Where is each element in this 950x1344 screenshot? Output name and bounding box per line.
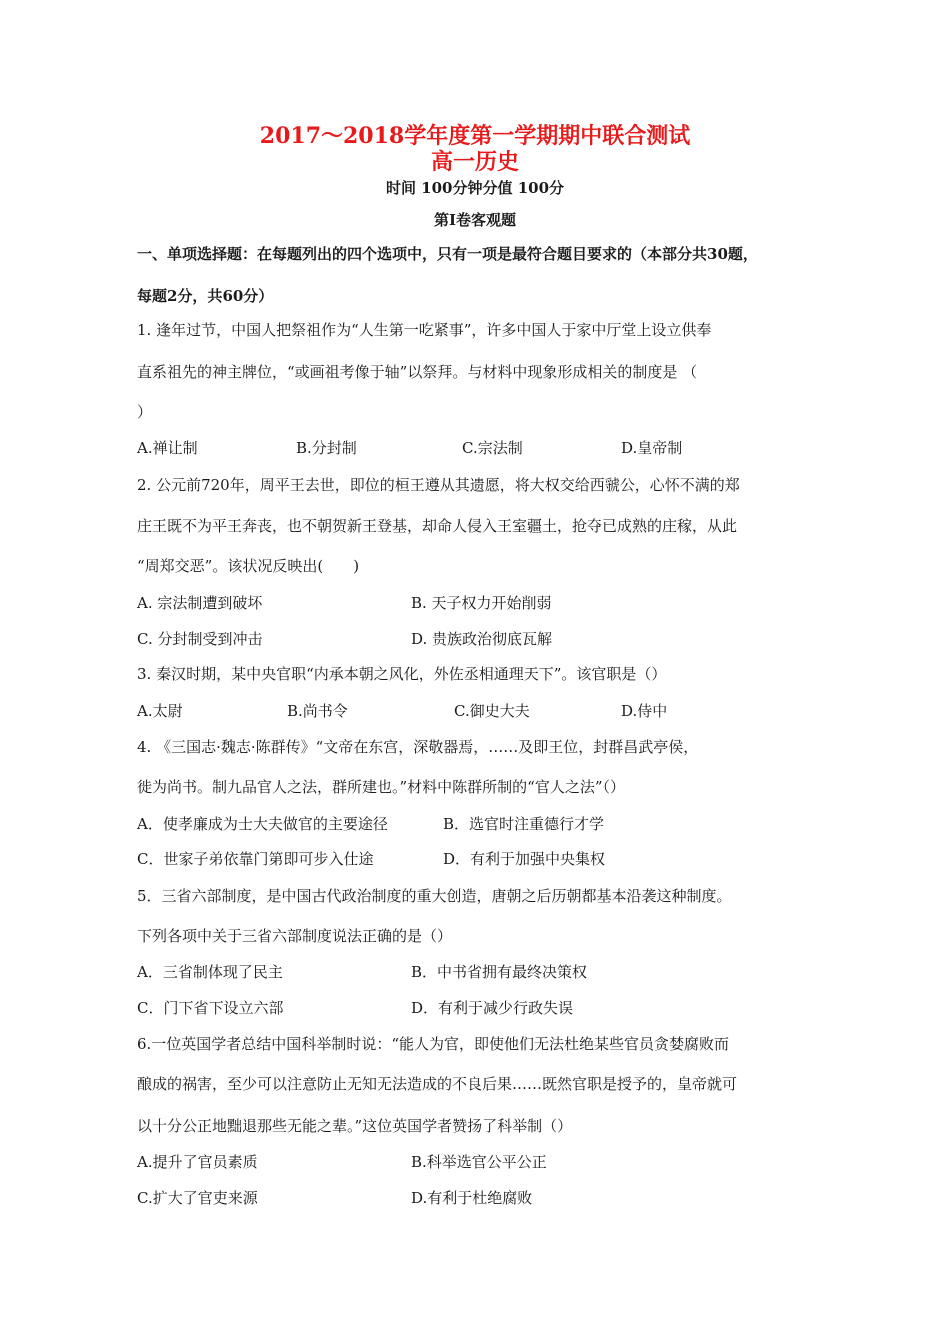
question-5-option-b: B．中书省拥有最终决策权: [411, 963, 588, 981]
question-4-option-c: C．世家子弟依靠门第即可步入仕途: [137, 850, 374, 868]
question-3-option-a: A.太尉: [137, 702, 183, 720]
question-2-option-d: D. 贵族政治彻底瓦解: [411, 630, 553, 648]
question-5-line-1: 5．三省六部制度，是中国古代政治制度的重大创造，唐朝之后历朝都基本沿袭这种制度。: [137, 887, 732, 905]
question-2-option-b: B. 天子权力开始削弱: [411, 594, 552, 612]
question-1-line-2: 直系祖先的神主牌位，“或画祖考像于轴”以祭拜。与材料中现象形成相关的制度是 （: [137, 363, 698, 381]
question-1-option-d: D.皇帝制: [621, 439, 683, 457]
question-3-option-b: B.尚书令: [287, 702, 348, 720]
instructions-line-1: 一、单项选择题：在每题列出的四个选项中，只有一项是最符合题目要求的（本部分共30题，: [137, 245, 758, 263]
question-2-option-c: C. 分封制受到冲击: [137, 630, 263, 648]
exam-title: 2017～2018学年度第一学期期中联合测试: [259, 123, 691, 149]
question-6-option-a: A.提升了官员素质: [137, 1153, 258, 1171]
question-1-option-c: C.宗法制: [462, 439, 523, 457]
question-1-line-1: 1. 逢年过节，中国人把祭祖作为“人生第一吃紧事”，许多中国人于家中厅堂上设立供奉: [137, 321, 712, 339]
question-1-line-3: ）: [137, 403, 153, 421]
instructions-line-2: 每题2分，共60分）: [137, 287, 274, 305]
question-6-line-3: 以十分公正地黜退那些无能之辈。”这位英国学者赞扬了科举制（）: [137, 1117, 573, 1135]
question-6-option-c: C.扩大了官吏来源: [137, 1189, 258, 1207]
question-4-option-a: A．使孝廉成为士大夫做官的主要途径: [137, 815, 388, 833]
section-heading: 第Ⅰ卷客观题: [433, 211, 517, 229]
question-3-option-d: D.侍中: [621, 702, 668, 720]
question-2-line-1: 2. 公元前720年，周平王去世，即位的桓王遵从其遗愿，将大权交给西虢公，心怀不满的郑: [137, 476, 740, 494]
question-1-option-a: A.禅让制: [137, 439, 198, 457]
question-6-option-d: D.有利于杜绝腐败: [411, 1189, 533, 1207]
subject-title: 高一历史: [430, 149, 519, 175]
question-2-option-a: A. 宗法制遭到破坏: [137, 594, 263, 612]
question-5-option-c: C．门下省下设立六部: [137, 999, 284, 1017]
question-5-option-a: A．三省制体现了民主: [137, 963, 283, 981]
question-5-line-2: 下列各项中关于三省六部制度说法正确的是（）: [137, 927, 453, 945]
question-5-option-d: D．有利于减少行政失误: [411, 999, 574, 1017]
question-3-option-c: C.御史大夫: [454, 702, 530, 720]
question-4-option-d: D．有利于加强中央集权: [443, 850, 606, 868]
question-4-line-1: 4. 《三国志·魏志·陈群传》“文帝在东宫，深敬器焉，……及即王位，封群昌武亭侯，: [137, 738, 699, 756]
question-6-line-2: 酿成的祸害，至少可以注意防止无知无法造成的不良后果……既然官职是授予的，皇帝就可: [137, 1075, 738, 1093]
question-4-line-2: 徙为尚书。制九品官人之法，群所建也。”材料中陈群所制的“官人之法”（）: [137, 778, 626, 796]
question-1-option-b: B.分封制: [296, 439, 357, 457]
question-2-line-3: “周郑交恶”。该状况反映出( ): [137, 557, 360, 575]
time-info: 时间 100分钟分值 100分: [385, 179, 565, 197]
question-4-option-b: B．选官时注重德行才学: [443, 815, 605, 833]
question-6-line-1: 6.一位英国学者总结中国科举制时说：“能人为官，即使他们无法杜绝某些官员贪婪腐败而: [137, 1035, 729, 1053]
question-6-option-b: B.科举选官公平公正: [411, 1153, 547, 1171]
question-3-line-1: 3. 秦汉时期，某中央官职“内承本朝之风化，外佐丞相通理天下”。该官职是（）: [137, 665, 667, 683]
question-2-line-2: 庄王既不为平王奔丧，也不朝贺新王登基，却命人侵入王室疆土，抢夺已成熟的庄稼，从此: [137, 517, 738, 535]
